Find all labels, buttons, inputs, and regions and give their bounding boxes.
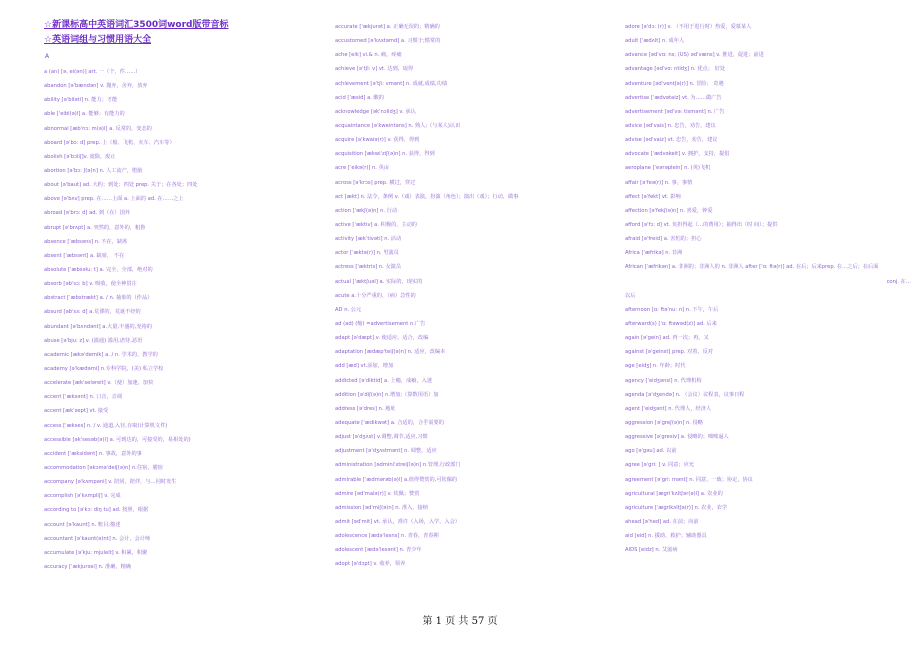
vocab-entry: accountant [əˈkaunt(ə)nt] n. 会计，会计师 (44, 535, 151, 542)
vocab-entry: academy [əˈkædəmi] n.专科学院，(美) 私立学校 (44, 365, 164, 372)
vocab-entry: abuse [əˈbju: z] v. (滥通) 滥用,虐待,恶语 (44, 337, 143, 344)
vocab-entry: affection [əˈfekʃ(ə)n] n. 喜爱，钟爱 (625, 207, 713, 214)
vocab-entry: ahead [əˈhed] ad. 在前；向前 (625, 518, 699, 525)
vocab-entry: above [əˈbʌv] prep. 在……上面 a. 上面的 ad. 在……之上 (44, 196, 184, 203)
vocab-entry: afraid [əˈfreid] a. 害怕的；担心 (625, 236, 702, 243)
vocab-entry: adventure [ədˈventʃə(r)] n. 冒险； 奇遇 (625, 80, 724, 87)
vocab-entry: accompany [əˈkʌmpəni] v. 陪同，陪伴，与…同时发生 (44, 479, 177, 486)
vocab-entry: actual [ˈæktʃuəl] a. 实际的，现实的 (335, 278, 423, 285)
vocab-entry: absent [ˈæbsənt] a. 缺席， 不在 (44, 252, 125, 259)
vocab-entry: ability [əˈbiləti] n. 能力；才能 (44, 97, 118, 104)
vocab-entry: abnormal [æbˈnɔ: m(ə)l] a. 反常的，变态的 (44, 125, 152, 132)
entry-list-3 (625, 20, 915, 557)
vocab-entry: according to [əˈkɔ: diŋ tu] ad. 按照，根据 (44, 507, 149, 514)
vocab-entry: actor [ˈæktə(r)] n. 男演员 (335, 250, 399, 257)
vocab-entry: afternoon [ɑ: ftəˈnu: n] n. 下午，午后 (625, 306, 719, 313)
vocab-entry: AIDS [eidz] n. 艾滋病 (625, 547, 678, 554)
vocab-entry: accelerate [ækˈseləreit] v.（使）加速，加快 (44, 380, 154, 387)
vocab-entry: active [ˈæktiv] a. 积极的，主动的 (335, 221, 417, 228)
entry-list-2 (335, 20, 590, 571)
vocab-entry: adopt [əˈdɔpt] v. 收养，领养 (335, 561, 406, 568)
vocab-entry: activity [ækˈtivəti] n. 活动 (335, 236, 402, 243)
vocab-entry: advocate [ˈædvəkeit] v. 拥护，支持，提倡 (625, 151, 730, 158)
vocab-entry: ad (ad) (缩) =advertisement n.广告 (335, 320, 426, 327)
vocab-entry: a (an) [ə, ei(ən)] art. 一（个、件……） (44, 69, 141, 75)
vocab-entry: agenda [əˈdʒendə] n. （会议）议程表，议事日程 (625, 391, 745, 398)
column-2 (335, 20, 590, 571)
vocab-entry: admirable [ˈædmərəb(ə)l] a.值得赞赏的,可钦佩的 (335, 476, 458, 483)
entry-list-1 (44, 65, 294, 574)
vocab-entry: accumulate [əˈkju: mjuleit] v. 积累，积聚 (44, 549, 148, 556)
vocab-entry: actress [ˈæktris] n. 女演员 (335, 264, 402, 271)
vocab-entry: act [ækt] n. 法令，条例 v.（戏）表演，扮演（角色）；演出（戏）；行动，做事 (335, 193, 519, 200)
column-3 (625, 20, 915, 557)
vocab-entry: accent [ˈæksənt] n. 口音，音调 (44, 394, 123, 401)
vocab-entry: age [eidʒ] n. 年龄；时代 (625, 363, 686, 370)
vocab-entry: acquaintance [əˈkweintəns] n. 熟人;（与某人)认识 (335, 122, 461, 129)
vocab-entry: Africa [ˈæfrikə] n. 非洲 (625, 250, 683, 257)
vocab-entry: about [əˈbaut] ad. 大约；到处；四处 prep. 关于；在各处；四处 (44, 182, 198, 189)
vocab-entry: aeroplane [ˈeərəplein] n. (英)飞机 (625, 165, 711, 172)
vocab-entry: aboard [əˈbɔ: d] prep. 上（船、飞机、火车、汽车等） (44, 139, 175, 146)
vocab-entry: accommodation [əkɔməˈdeiʃ(ə)n] n.住宿，膳宿 (44, 464, 163, 471)
vocab-entry: agreement [əˈgri: mənt] n. 同意，一致；协定，协议 (625, 476, 753, 483)
vocab-entry: advertise [ˈædvətaiz] vt. 为……做广告 (625, 94, 722, 101)
document-title: ☆新课标高中英语词汇3500词word版带音标 (44, 20, 229, 30)
vocab-entry: abortion [əˈbɔ: ʃ(ə)n] n. 人工流产，堕胎 (44, 167, 143, 174)
vocab-entry: account [əˈkaunt] n. 账目;描述 (44, 521, 121, 528)
vocab-entry: adult [ˈædʌlt] n. 成年人 (625, 38, 685, 45)
vocab-entry: AD n. 公元 (335, 306, 362, 313)
page-footer: 第 1 页 共 57 页 (422, 616, 498, 627)
vocab-entry: aggression [əˈgreʃ(ə)n] n. 侵略 (625, 419, 703, 426)
vocab-entry: African [ˈæfrikən] a. 非洲的；非洲人的 n. 非洲人 after [ˈɑ: ftə(r)] ad. 在后；后来prep. 在…之后；在后面 (625, 264, 879, 271)
vocab-entry: abundant [əˈbʌndənt] a.大量,丰盛的,充裕的 (44, 323, 152, 330)
vocab-entry: accent [ækˈsept] vt. 接受 (44, 408, 109, 415)
vocab-entry: again [əˈgein] ad. 再一次；再，又 (625, 335, 709, 342)
vocab-entry: adaptation [ædæpˈteiʃ(ə)n] n. 适应，改编本 (335, 349, 446, 356)
vocab-entry: addicted [əˈdiktid] a. 上瘾，成癖，入迷 (335, 377, 433, 384)
vocab-entry: acre [ˈeikə(r)] n. 英亩 (335, 165, 389, 172)
vocab-entry: acquisition [ækwiˈziʃ(ə)n] n. 获得，得到 (335, 151, 435, 158)
vocab-entry: accurate [ˈækjurət] a. 正确无误的；精确的 (335, 24, 440, 30)
vocab-entry: adequate [ˈædikwət] a. 合适的，合乎需要的 (335, 419, 444, 426)
vocab-entry: abstract [ˈæbstrækt] a. / n. 抽象的（作品） (44, 295, 153, 302)
vocab-entry: adolescence [ædəˈlesns] n. 青春，青春期 (335, 533, 439, 540)
vocab-entry: aid [eid] n. 援助，救护；辅助器具 (625, 533, 707, 540)
vocab-entry: admire [ədˈmaiə(r)] v. 钦佩；赞赏 (335, 490, 420, 497)
vocab-entry: acid [ˈæsid] a. 酸的 (335, 94, 384, 101)
vocab-entry: afford [əˈfɔ: d] vt. 负担得起（…的费用）；抽得出（时 间）；提供 (625, 221, 778, 228)
vocab-entry: abolish [əˈbɔliʃ]v. 废除，废止 (44, 153, 116, 160)
vocab-entry: accomplish [əˈkʌmpliʃ] v. 完成 (44, 493, 121, 500)
vocab-entry: admit [ədˈmit] vt. 承认，准许（入场，入学，入会） (335, 518, 460, 525)
vocab-entry: conj. 在… (886, 278, 911, 285)
vocab-entry: afterward(s) [ˈɑ: ftəwəd(z)] ad. 后来 (625, 320, 717, 327)
vocab-entry: adapt [əˈdæpt] v. 使适应，适合，改编 (335, 335, 429, 342)
vocab-entry: adore [əˈdɔ: (r)] v. （不用于进行时）热爱，爱慕某人 (625, 24, 752, 30)
section-letter: A (45, 53, 50, 60)
vocab-entry: access [ˈækses] n. / v. 通道,入径,存取(计算机文件) (44, 422, 168, 429)
vocab-entry: academic [ækəˈdemik] a. / n. 学术的，教学的 (44, 351, 158, 358)
vocab-entry: advantage [ədˈvɑ: ntidʒ] n. 优点； 好处 (625, 66, 725, 73)
document-subtitle: ☆英语词组与习惯用语大全 (44, 35, 152, 45)
vocab-entry: address [əˈdres] n. 地址 (335, 405, 396, 412)
vocab-entry: ago [əˈgəu] ad. 以前 (625, 448, 677, 455)
vocab-entry: acknowledge [əkˈnɔlidʒ] v. 承认 (335, 108, 416, 115)
vocab-entry: administration [ədminiˈstreiʃ(ə)n] n.管理,行政部门 (335, 462, 461, 469)
vocab-entry: advice [ədˈvais] n. 忠告，劝告，建议 (625, 122, 716, 129)
vocab-entry: absolute [ˈæbsəlu: t] a. 完全，全部，绝对的 (44, 266, 153, 273)
vocab-entry: against [əˈgeinst] prep. 对着，反对 (625, 349, 714, 356)
vocab-entry: advance [ədˈvɑ: ns; (US) ədˈvæns] v. 推进，促进；前进 (625, 52, 764, 59)
vocab-entry: adolescent [ædəˈlesənt] n. 青少年 (335, 547, 422, 554)
vocab-entry: absurd [əbˈsɜ: d] a.荒谬的，荒诞不经的 (44, 309, 141, 316)
vocab-entry: accuracy [ˈækjurəsi] n. 准确，精确 (44, 563, 131, 570)
vocab-entry: achievement [əˈtʃi: vmənt] n. 成就,成绩,功绩 (335, 80, 448, 87)
vocab-entry: affect [əˈfekt] vt. 影响 (625, 193, 681, 200)
vocab-entry: agency [ˈeidʒənsi] n. 代理机构 (625, 377, 702, 384)
vocab-entry: accustomed [əˈkʌstəmd] a. 习惯于;惯常的 (335, 38, 441, 45)
vocab-entry: accessible [əkˈsesəb(ə)l] a. 可到达的，可接受的，易相处的) (44, 436, 191, 443)
vocab-entry: advertisement [ədˈvə: tismənt] n. 广告 (625, 108, 725, 115)
vocab-entry: ache [eik] vi.& n. 痛，疼痛 (335, 52, 402, 59)
vocab-entry: advise [ədˈvaiz] vt. 忠告，劝告，建议 (625, 137, 718, 144)
vocab-entry: abroad [əˈbrɔ: d] ad. 到（在）国外 (44, 210, 130, 217)
vocab-entry: acute a.十分严重的，（病）急性的 (335, 292, 416, 299)
vocab-entry: achieve [əˈtʃi: v] vt. 达到，取得 (335, 66, 414, 73)
vocab-entry: agree [əˈgri: ] v. 同意；应允 (625, 462, 695, 469)
vocab-entry: accident [ˈæksidənt] n. 事故，意外的事 (44, 450, 142, 457)
vocab-entry: add [æd] vt.添加，增加 (335, 363, 394, 370)
vocab-entry: agent [ˈeidʒənt] n. 代理人，经济人 (625, 405, 712, 412)
vocab-entry: affair [əˈfeə(r)] n. 事，事情 (625, 179, 693, 186)
vocab-entry: agriculture [ˈægrikʌltʃə(r)] n. 农业，农学 (625, 504, 728, 511)
vocab-entry: abrupt [əˈbrʌpt] a. 突然的，意外的，粗鲁 (44, 224, 146, 231)
vocab-entry: adjustment [əˈdʒʌstmənt] n. 调整，适应 (335, 448, 437, 455)
vocab-entry: acquire [əˈkwaiə(r)] v. 获得，得到 (335, 137, 420, 144)
vocab-entry: across [əˈkrɔs] prep. 横过，穿过 (335, 179, 416, 186)
vocab-entry: agricultural [ægriˈkʌltʃər(ə)l] a. 农业的 (625, 490, 723, 497)
vocab-entry: able [ˈeibl(ə)l] a. 能够；有能力的 (44, 111, 125, 118)
vocab-entry: addition [əˈdiʃ(ə)n] n.增加;（算数用语）加 (335, 391, 439, 398)
vocab-entry: admission [ədˈmiʃ(ə)n] n. 准入，接纳 (335, 504, 428, 511)
column-1 (44, 20, 294, 574)
vocab-entry: absence [ˈæbsəns] n. 不在，缺席 (44, 238, 128, 245)
vocab-entry: abandon [əˈbændən] v. 抛弃，舍弃，放弃 (44, 83, 148, 90)
vocab-entry: absorb [əbˈsɔ: b] v. 吸收，使全神贯注 (44, 281, 137, 288)
vocab-entry: adjust [əˈdʒʌst] v.调整,调节,适应,习惯 (335, 434, 428, 441)
vocab-entry: 以后 (625, 292, 636, 299)
vocab-entry: aggressive [əˈgresiv] a. 侵略的；咄咄逼人 (625, 434, 729, 441)
vocab-entry: action [ˈækʃ(ə)n] n. 行动 (335, 207, 398, 214)
